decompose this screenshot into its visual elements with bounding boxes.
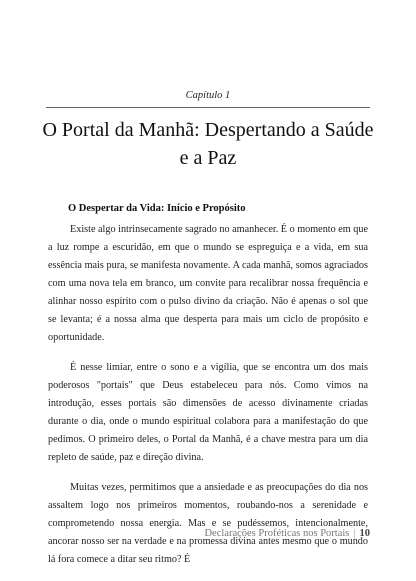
- body-text: [48, 221, 368, 581]
- paragraph: Existe algo intrinsecamente sagrado no amanhecer. É o momento em que a luz rompe a escuridão, em que o mundo se espreguiça e a vida, em sua essência mais pura, se manifesta novamente. A cada manhã, somos agraciados com uma nova tela em branco, um convite para recalibrar nossa frequência e alinhar nosso espírito com o pulso divino da criação. Não é apenas o sol que se levanta; é a nossa alma que desperta para mais um ciclo de propósito e oportunidade.: [48, 224, 368, 343]
- section-heading: O Despertar da Vida: Início e Propósito: [68, 203, 246, 214]
- paragraph: Muitas vezes, permitimos que a ansiedade e as preocupações do dia nos assaltem logo nos primeiros momentos, roubando-nos a serenidade e comprometendo nossa energia. Mas e se pudéssemos, intencionalmente, ancorar nosso ser na verdade e na promessa divina antes mesmo que o mundo lá fora comece a ditar seu ritmo? É: [48, 482, 368, 565]
- footer-separator: |: [353, 528, 356, 539]
- paragraph: É nesse limiar, entre o sono e a vigília, que se encontra um dos mais poderosos "portais" que Deus estabeleceu para nós. Como vimos na introdução, esses portais são dimensões de acesso divinamente criadas durante o dia, onde o mundo espiritual colabora para a manifestação do que pedimos. O primeiro deles, o Portal da Manhã, é a chave mestra para um dia repleto de saúde, paz e direção divina.: [48, 362, 368, 463]
- page-footer: [204, 528, 370, 539]
- chapter-divider: [46, 107, 370, 108]
- page-number: 10: [359, 528, 370, 539]
- chapter-label: Capítulo 1: [185, 90, 231, 101]
- footer-book-title: Declarações Proféticas nos Portais: [204, 528, 350, 539]
- chapter-title: O Portal da Manhã: Despertando a Saúde e a Paz: [42, 119, 374, 169]
